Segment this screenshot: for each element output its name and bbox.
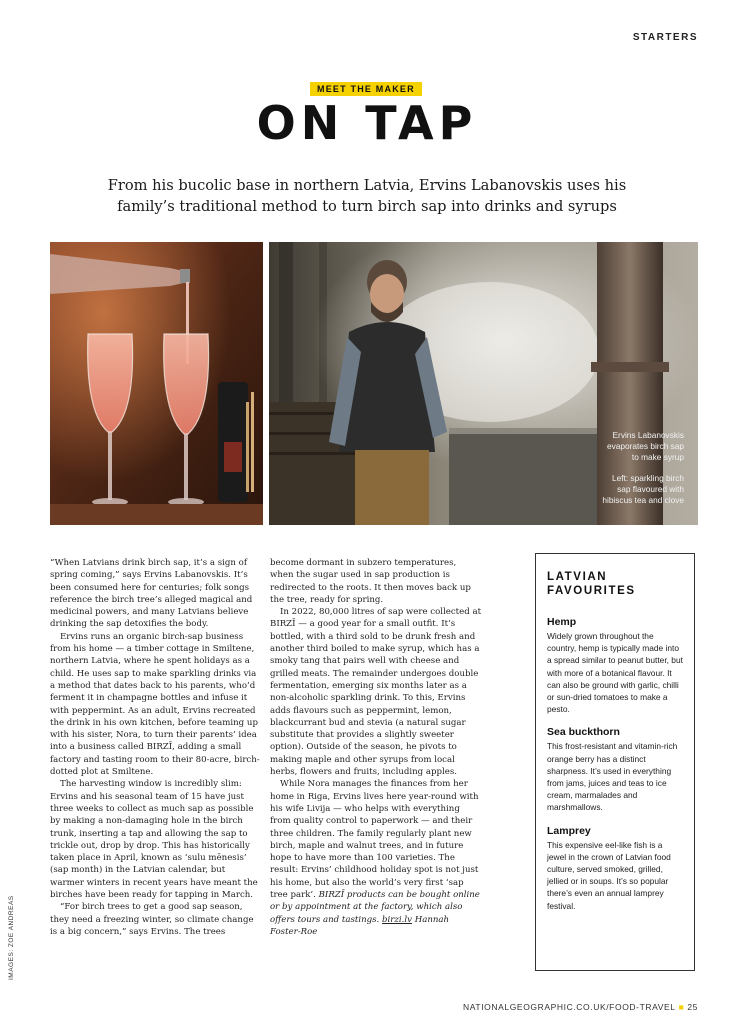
- author-byline: Hannah Foster-Roe: [270, 914, 450, 937]
- caption-line: sap flavoured with: [617, 484, 684, 494]
- page-title: ON TAP: [256, 96, 478, 150]
- sidebar-item-heading: Lamprey: [547, 824, 591, 837]
- footer-url: NATIONALGEOGRAPHIC.CO.UK/FOOD-TRAVEL: [463, 1002, 676, 1012]
- sidebar-item-text: This expensive eel-like fish is a jewel in the crown of Latvian food culture, served smoked, grilled, jellied or in soups. It’s so popular there’s even an annual lamprey festival.: [547, 839, 671, 911]
- sidebar-title-line: LATVIAN: [547, 571, 608, 583]
- availability-note: BIRZĪ products can be bought online or by appointment at the factory, which also offers tours and tastings.: [270, 890, 480, 925]
- caption-line: evaporates birch sap: [606, 441, 684, 451]
- section-label: STARTERS: [632, 32, 698, 43]
- standfirst: From his bucolic base in northern Latvia, Ervins Labanovskis uses his family’s traditional method to turn birch sap into drinks and syrups: [107, 177, 627, 215]
- paragraph: “For birch trees to get a good sap season, they need a freezing winter, so climate change is a big concern,” says Ervins. The trees: [50, 902, 254, 937]
- paragraph-text: While Nora manages the finances from her home in Riga, Ervins lives here year-round with his wife Livija — who helps with everything from quality control to paperwork — and their three children. The family regularly plant new birch, maple and walnut trees, and in future hope to have more than 100 varieties. The result: Ervins’ childhood holiday spot is not just his home, but also the world’s very first ‘sap tree park’.: [270, 779, 479, 901]
- page-footer: [463, 1002, 698, 1012]
- sidebar-item-heading: Hemp: [547, 616, 577, 628]
- sidebar-item-text: Widely grown throughout the country, hemp is typically made into a spread similar to peanut butter, but with more of a botanical flavour. It can also be ground with garlic, chilli or sun-dried tomatoes to make a pesto.: [547, 631, 683, 715]
- paragraph: [270, 778, 482, 938]
- caption-line: Ervins Labanovskis: [612, 430, 684, 440]
- kicker-badge: MEET THE MAKER: [310, 82, 422, 96]
- caption-line: to make syrup: [631, 452, 684, 462]
- caption-line: Left: sparkling birch: [612, 473, 684, 483]
- sidebar-title: [547, 570, 683, 598]
- article-column-1: [50, 557, 260, 938]
- sidebar-title-line: FAVOURITES: [547, 585, 636, 597]
- paragraph: become dormant in subzero temperatures, when the sugar used in sap production is redirected to the roots. It then moves back up the tree, ready for spring.: [270, 558, 471, 605]
- separator-dot-icon: ■: [678, 1002, 685, 1012]
- paragraph: “When Latvians drink birch sap, it’s a sign of spring coming,” says Ervins Labanovskis. It’s been consumed here for centuries; folk songs reference the birch tree’s alleged magical and medicinal powers, and many Latvians believe drinking the sap detoxifies the body.: [50, 558, 253, 630]
- sidebar-item-heading: Sea buckthorn: [547, 726, 620, 739]
- photo-credit: IMAGES: ZOE ANDREAS: [8, 895, 15, 980]
- photo-ervins-evaporating: [269, 242, 698, 525]
- website-link[interactable]: birzi.lv: [382, 914, 412, 925]
- paragraph: The harvesting window is incredibly slim: Ervins and his seasonal team of 15 have just three weeks to collect as much sap as possible by making a non-damaging hole in the birch trunk, inserting a tap and allowing the sap to trickle out, drop by drop. This has historically taken place in April, known as ‘sulu mēnesis’ (sap month) in the Latvian calendar, but warmer winters in recent years have meant the birches have been ready for tapping in March.: [50, 779, 258, 901]
- photo-sparkling-sap: [50, 242, 263, 525]
- sidebar-item-text: This frost-resistant and vitamin-rich orange berry has a distinct sharpness. It’s used in everything from jams, juices and teas to ice cream, marmalades and marshmallows.: [547, 741, 678, 813]
- page-number: 25: [687, 1002, 698, 1012]
- caption-line: hibiscus tea and clove: [602, 495, 684, 505]
- article-column-2: [270, 557, 482, 938]
- photo-caption: [602, 430, 684, 506]
- paragraph: In 2022, 80,000 litres of sap were collected at BIRZĪ — a good year for a small outfit. It’s bottled, with a third sold to be drunk fresh and another third boiled to make syrup, which has a smoky tang that pairs well with cheese and grilled meats. The remainder undergoes double fermentation, emerging six months later as a non-alcoholic sparkling drink. To this, Ervins adds flavours such as peppermint, lemon, blackcurrant bud and stevia (a natural sugar substitute that provides a slightly sweeter option). Outside of the season, he pivots to making maple and other syrups from local herbs, flowers and fruits, including apples.: [270, 607, 482, 778]
- paragraph: Ervins runs an organic birch-sap business from his home — a timber cottage in Smiltene, northern Latvia, where he spent holidays as a child. He uses sap to make sparkling drinks via a method that dates back to his parents, who’d ferment it in champagne bottles and infuse it with peppermint. As an adult, Ervins recreated the drink in his own kitchen, before teaming up with his sister, Nora, to turn their parents’ idea into a business called BIRZĪ, adding a small factory and tasting room to their 80-acre, birch-dotted plot at Smiltene.: [50, 631, 260, 778]
- sidebar-latvian-favourites: [535, 553, 695, 971]
